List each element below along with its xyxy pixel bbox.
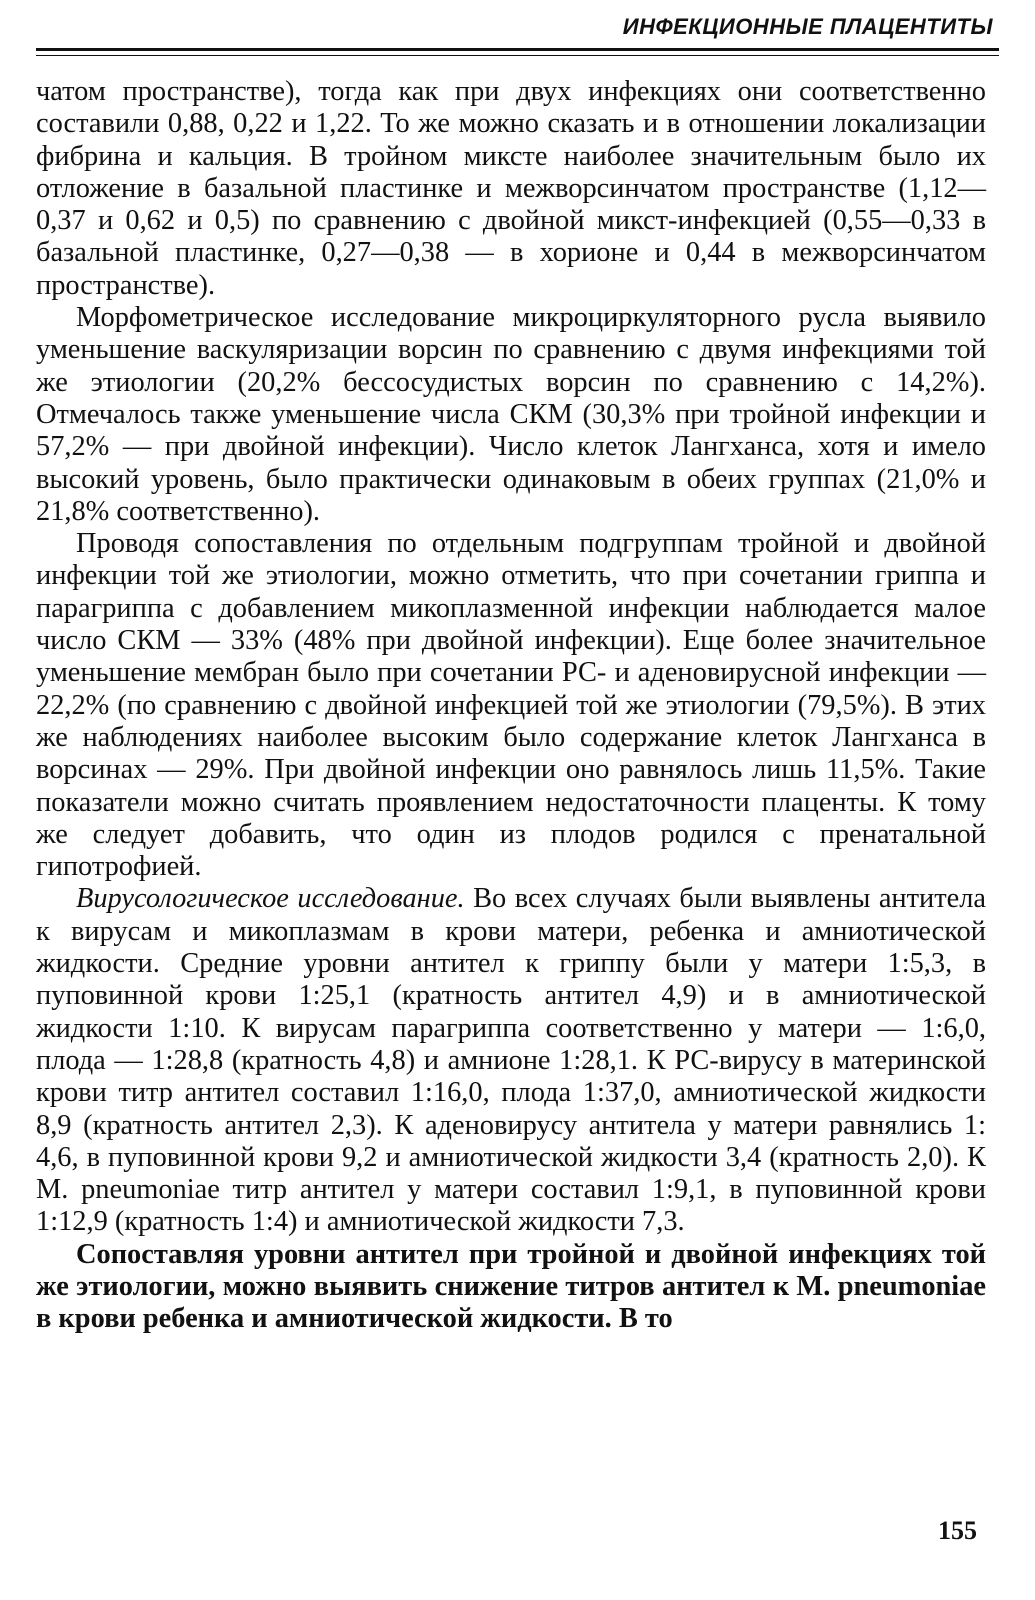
paragraph-continuation: чатом пространстве), тогда как при двух инфекциях они соответственно составили 0,88, 0,22 и 1,22. То же можно сказать и в отношении локализации фибрина и кальция. В тройном миксте наиболее значительным было их отложение в базальной пластинке и межворсинчатом пространстве (1,12—0,37 и 0,62 и 0,5) по сравнению с двойной микст-инфекцией (0,55—0,33 в базальной пластинке, 0,27—0,38 — в хорионе и 0,44 в межворсинчатом пространстве).: [36, 76, 986, 301]
running-head: ИНФЕКЦИОННЫЕ ПЛАЦЕНТИТЫ: [622, 14, 993, 39]
section-lead: Вирусологическое исследование.: [76, 883, 465, 915]
header-rule: [36, 48, 999, 51]
paragraph-subgroups: Проводя сопоставления по отдельным подгруппам тройной и двойной инфекции той же этиологии, можно отметить, что при сочетании гриппа и парагриппа с добавлением микоплазменной инфекции наблюдается малое число СКМ — 33% (48% при двойной инфекции). Еще более значительное уменьшение мембран было при сочетании РС- и аденовирусной инфекции — 22,2% (по сравнению с двойной инфекцией той же этиологии (79,5%). В этих же наблюдениях наиболее высоким было содержание клеток Лангханса в ворсинах — 29%. При двойной инфекции оно равнялось лишь 11,5%. Такие показатели можно считать проявлением недостаточности плаценты. К тому же следует добавить, что один из плодов родился с пренатальной гипотрофией.: [36, 528, 986, 883]
page-number: 155: [938, 1516, 977, 1545]
paragraph-morphometry: Морфометрическое исследование микроциркуляторного русла выявило уменьшение васкуляризации ворсин по сравнению с двумя инфекциями той же этиологии (20,2% бессосудистых ворсин по сравнению с 14,2%). Отмечалось также уменьшение числа СКМ (30,3% при тройной инфекции и 57,2% — при двойной инфекции). Число клеток Лангханса, хотя и имело высокий уровень, было практически одинаковым в обеих группах (21,0% и 21,8% соответственно).: [36, 302, 986, 527]
paragraph-comparison: Сопоставляя уровни антител при тройной и двойной инфекциях той же этиологии, можно выявить снижение титров антител к M. pneumoniae в крови ребенка и амниотической жидкости. В то: [36, 1238, 986, 1335]
header-rule-thin: [36, 55, 999, 56]
paragraph-virology-text: Во всех случаях были выявлены антитела к вирусам и микоплазмам в крови матери, ребенка и амниотической жидкости. Средние уровни антител к гриппу были у матери 1:5,3, в пуповинной крови 1:25,1 (кратность антител 4,9) и в амниотической жидкости 1:10. К вирусам парагриппа соответственно у матери — 1:6,0, плода — 1:28,8 (кратность 4,8) и амнионе 1:28,1. К РС-вирусу в материнской крови титр антител составил 1:16,0, плода 1:37,0, амниотической жидкости 8,9 (кратность антител 2,3). К аденовирусу антитела у матери равнялись 1: 4,6, в пуповинной крови 9,2 и амниотической жидкости 3,4 (кратность 2,0). К M. pneumoniae титр антител у матери составил 1:9,1, в пуповинной крови 1:12,9 (кратность 1:4) и амниотической жидкости 7,3.: [36, 883, 986, 1238]
body-text: [36, 76, 986, 1336]
paragraph-virology: [36, 883, 986, 1238]
